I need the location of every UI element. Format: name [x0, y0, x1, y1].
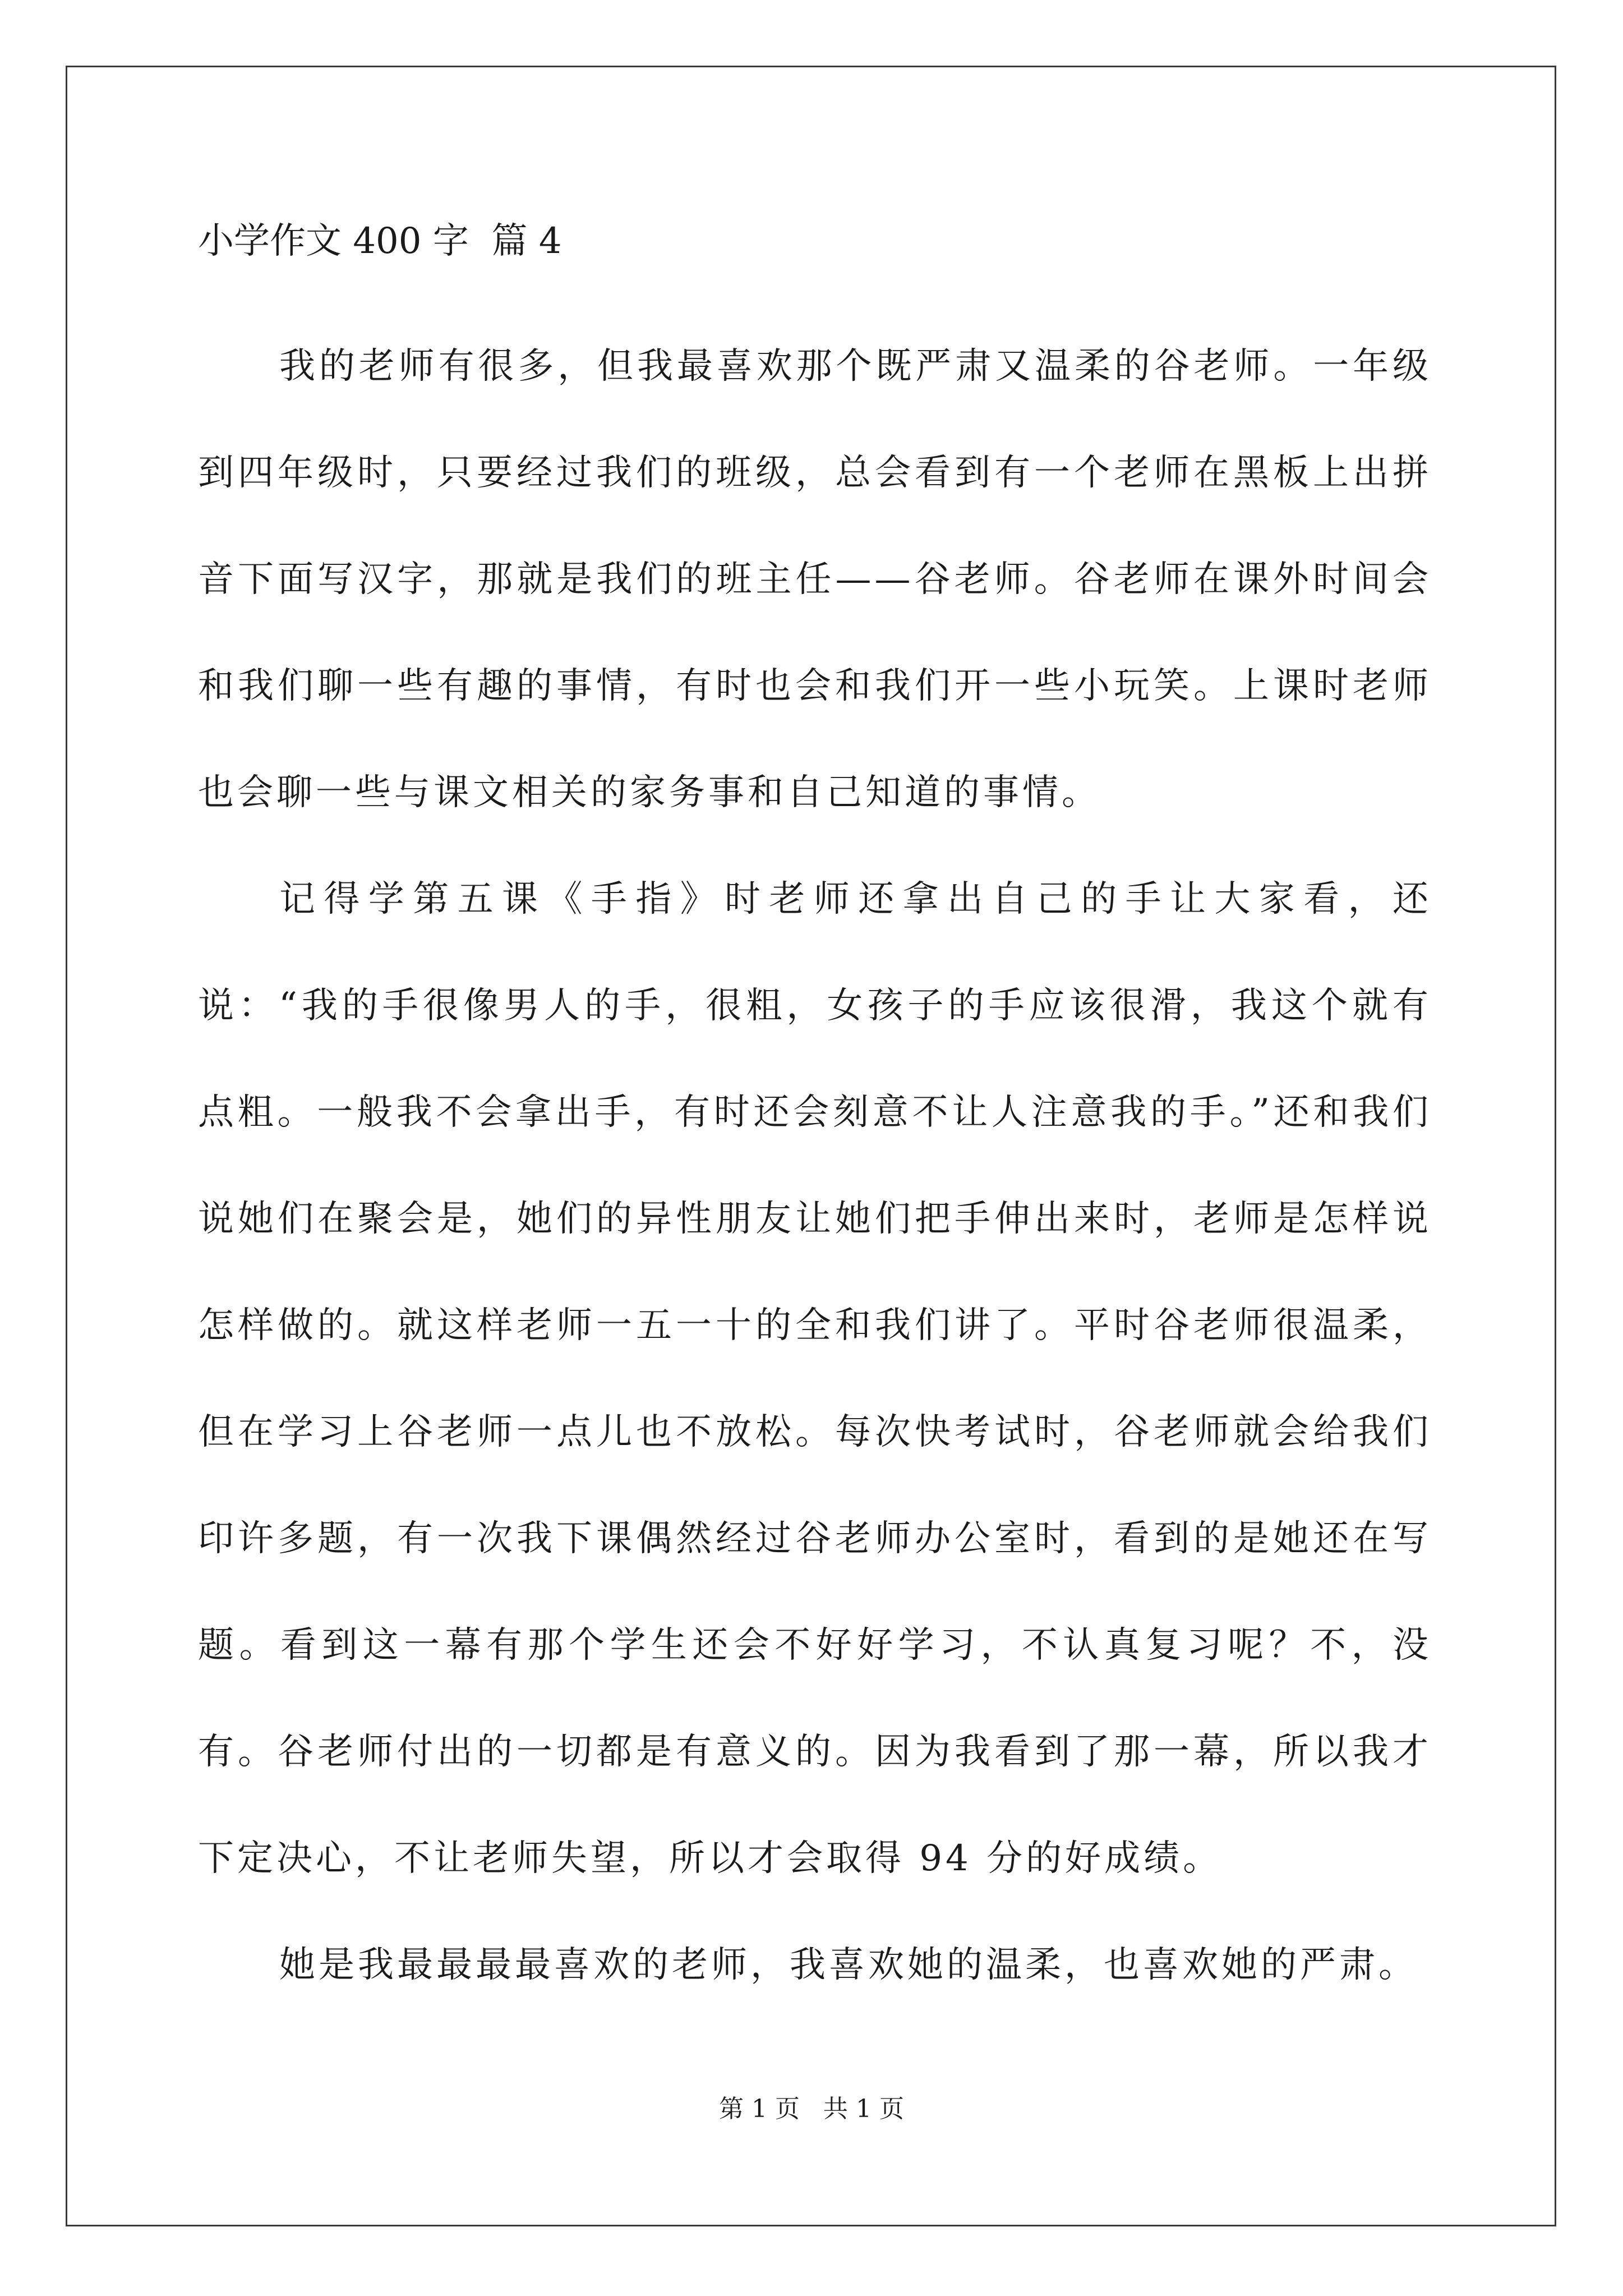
document-title: 小学作文 400 字 篇 4: [198, 220, 562, 262]
paragraph-2: 记得学第五课《手指》时老师还拿出自己的手让大家看，还说：“我的手很像男人的手，很粗，女孩子的手应该很滑，我这个就有点粗。一般我不会拿出手，有时还会刻意不让人注意我的手。”还和我们说她们在聚会是，她们的异性朋友让她们把手伸出来时，老师是怎样说怎样做的。就这样老师一五一十的全和我们讲了。平时谷老师很温柔，但在学习上谷老师一点儿也不放松。每次快考试时，谷老师就会给我们印许多题，有一次我下课偶然经过谷老师办公室时，看到的是她还在写题。看到这一幕有那个学生还会不好好学习，不认真复习呢？不，没有。谷老师付出的一切都是有意义的。因为我看到了那一幕，所以我才下定决心，不让老师失望，所以才会取得 94 分的好成绩。: [198, 878, 1432, 1879]
page-number-footer: 第 1 页 共 1 页: [719, 2095, 904, 2123]
paragraph-1: 我的老师有很多，但我最喜欢那个既严肃又温柔的谷老师。一年级到四年级时，只要经过我们的班级，总会看到有一个老师在黑板上出拼音下面写汉字，那就是我们的班主任——谷老师。谷老师在课外时间会和我们聊一些有趣的事情，有时也会和我们开一些小玩笑。上课时老师也会聊一些与课文相关的家务事和自己知道的事情。: [198, 346, 1432, 813]
document-body: [198, 213, 1432, 2018]
paragraph-3: 她是我最最最最喜欢的老师，我喜欢她的温柔，也喜欢她的严肃。: [279, 1944, 1418, 1986]
